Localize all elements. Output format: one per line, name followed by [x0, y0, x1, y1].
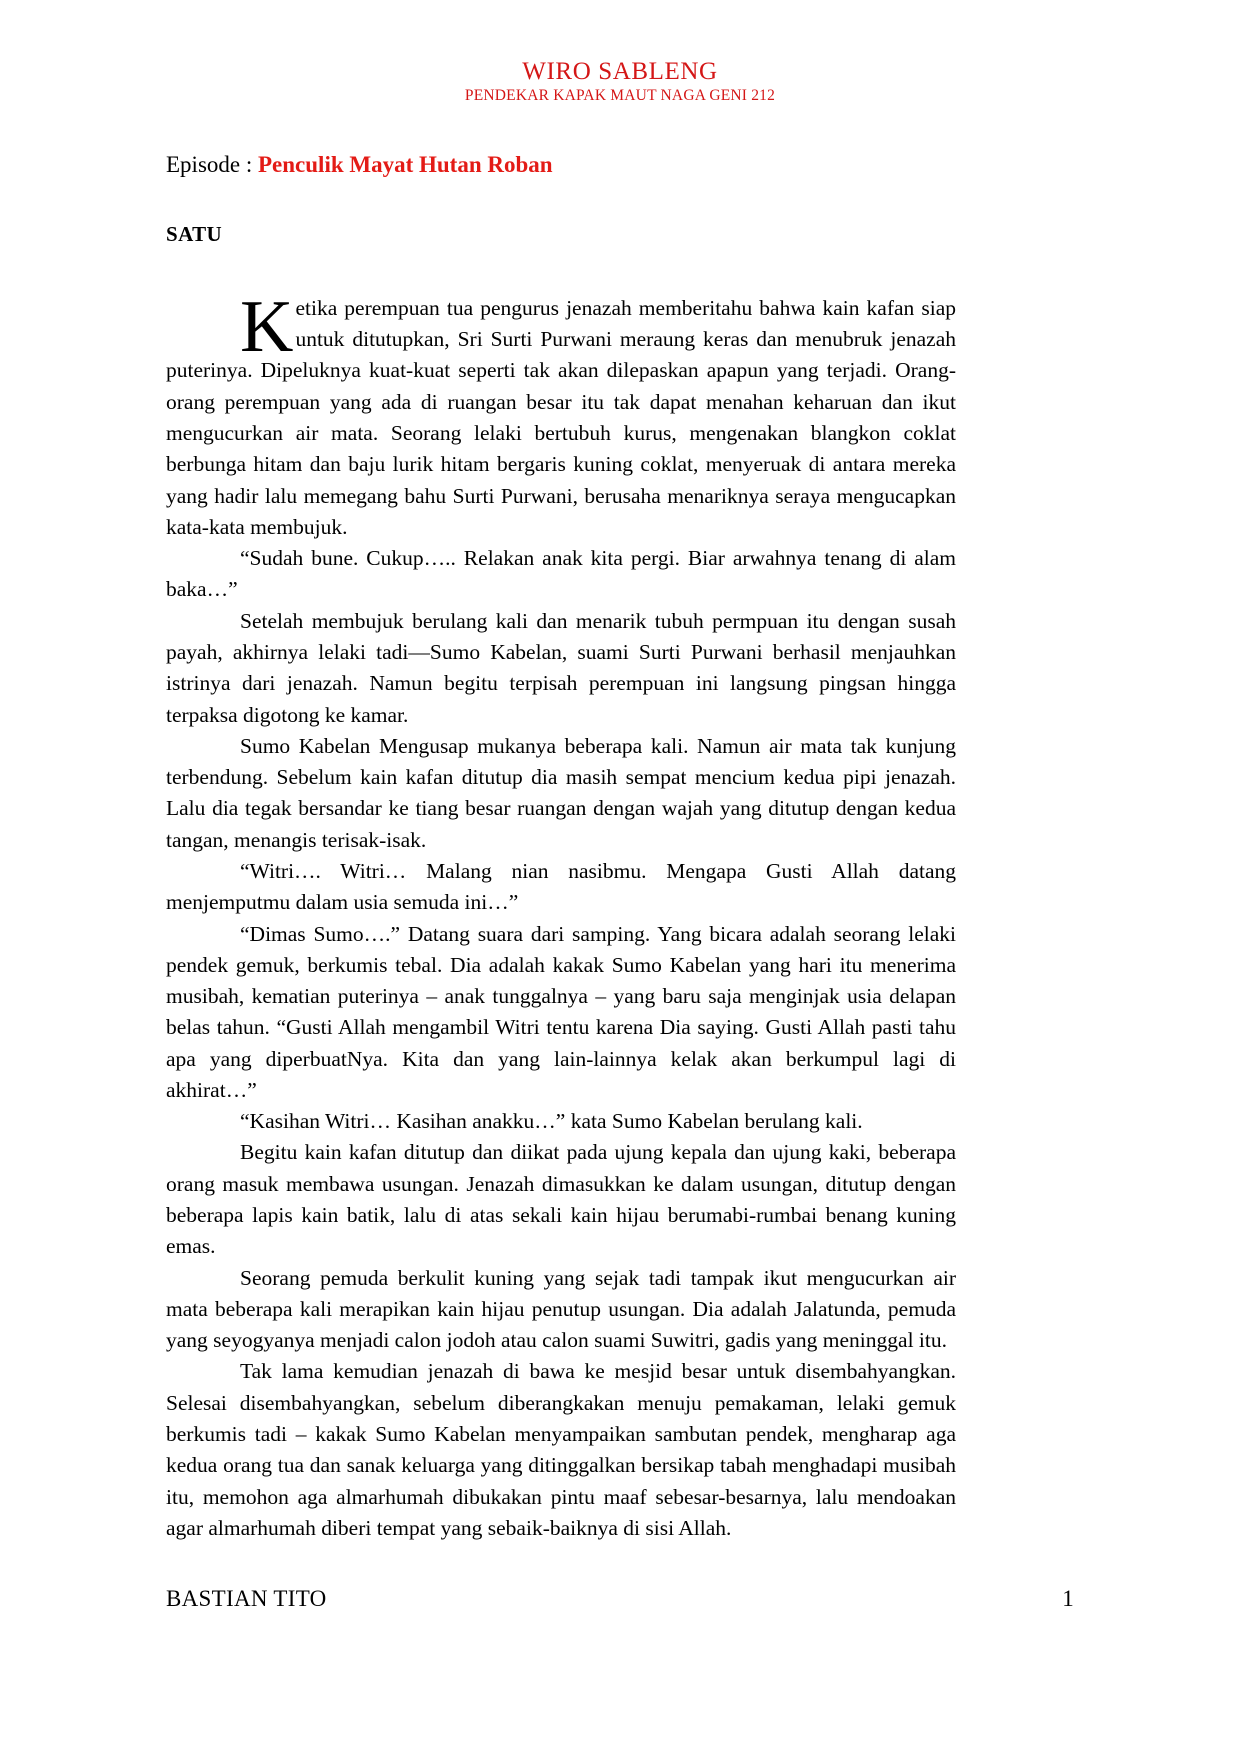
paragraph: [166, 856, 956, 919]
paragraph-text: “Sudah bune. Cukup….. Relakan anak kita pergi. Biar arwahnya tenang di alam baka…”: [166, 546, 956, 602]
episode-line: [166, 150, 956, 180]
page-footer: [166, 1586, 1074, 1612]
paragraph-text: “Dimas Sumo….” Datang suara dari samping. Yang bicara adalah seorang lelaki pendek gemuk, berkumis tebal. Dia adalah kakak Sumo Kabelan yang hari itu menerima musibah, kematian puterinya – anak tunggalnya – yang baru saja menginjak usia delapan belas tahun. “Gusti Allah mengambil Witri tentu karena Dia saying. Gusti Allah pasti tahu apa yang diperbuatNya. Kita dan yang lain-lainnya kelak akan berkumpul lagi di akhirat…”: [166, 921, 956, 1102]
footer-page-number: 1: [1062, 1586, 1074, 1611]
paragraph: [166, 606, 956, 731]
paragraph-text: “Kasihan Witri… Kasihan anakku…” kata Sumo Kabelan berulang kali.: [240, 1109, 863, 1134]
paragraph: [166, 1106, 956, 1137]
paragraph: [166, 285, 956, 543]
page-content: [166, 150, 956, 1544]
episode-label: Episode :: [166, 152, 258, 177]
series-title: WIRO SABLENG: [522, 58, 718, 85]
series-subtitle: PENDEKAR KAPAK MAUT NAGA GENI 212: [464, 87, 776, 104]
paragraph: [166, 1356, 956, 1544]
paragraph: [166, 543, 956, 606]
paragraph: [166, 1263, 956, 1357]
paragraph-text: Begitu kain kafan ditutup dan diikat pada ujung kepala dan ujung kaki, beberapa orang masuk membawa usungan. Jenazah dimasukkan ke dalam usungan, ditutup dengan beberapa lapis kain batik, lalu di atas sekali kain hijau berumabi-rumbai benang kuning emas.: [166, 1140, 956, 1259]
running-header: [0, 58, 1240, 104]
paragraph-text: Setelah membujuk berulang kali dan menarik tubuh permpuan itu dengan susah payah, akhirnya lelaki tadi—Sumo Kabelan, suami Surti Purwani berhasil menjauhkan istrinya dari jenazah. Namun begitu terpisah perempuan ini langsung pingsan hingga terpaksa digotong ke kamar.: [166, 608, 956, 727]
paragraph-text: Tak lama kemudian jenazah di bawa ke mesjid besar untuk disembahyangkan. Selesai disembahyangkan, sebelum diberangkakan menuju pemakaman, lelaki gemuk berkumis tadi – kakak Sumo Kabelan menyampaikan sambutan pendek, mengharap aga kedua orang tua dan sanak keluarga yang ditinggalkan bersikap tabah menghadapi musibah itu, memohon aga almarhumah dibukakan pintu maaf sebesar-besarnya, lalu mendoakan agar almarhumah diberi tempat yang sebaik-baiknya di sisi Allah.: [166, 1359, 956, 1540]
paragraph-text: Seorang pemuda berkulit kuning yang sejak tadi tampak ikut mengucurkan air mata beberapa kali merapikan kain hijau penutup usungan. Dia adalah Jalatunda, pemuda yang seyogyanya menjadi calon jodoh atau calon suami Suwitri, gadis yang meninggal itu.: [166, 1265, 956, 1353]
paragraph: [166, 919, 956, 1107]
paragraph: [166, 731, 956, 856]
episode-title: Penculik Mayat Hutan Roban: [258, 152, 553, 177]
paragraph: [166, 1137, 956, 1262]
paragraph-text: “Witri…. Witri… Malang nian nasibmu. Mengapa Gusti Allah datang menjemputmu dalam usia semuda ini…”: [166, 858, 956, 915]
paragraph-text: Sumo Kabelan Mengusap mukanya beberapa kali. Namun air mata tak kunjung terbendung. Sebelum kain kafan ditutup dia masih sempat mencium kedua pipi jenazah. Lalu dia tegak bersandar ke tiang besar ruangan dengan wajah yang ditutup dengan kedua tangan, menangis terisak-isak.: [166, 733, 956, 852]
drop-cap: K: [240, 285, 294, 368]
chapter-heading: SATU: [166, 221, 223, 246]
paragraph-text: etika perempuan tua pengurus jenazah memberitahu bahwa kain kafan siap untuk ditutupkan, Sri Surti Purwani meraung keras dan menubruk jenazah puterinya. Dipeluknya kuat-kuat seperti tak akan dilepaskan apapun yang terjadi. Orang-orang perempuan yang ada di ruangan besar itu tak dapat menahan keharuan dan ikut mengucurkan air mata. Seorang lelaki bertubuh kurus, mengenakan blangkon coklat berbunga hitam dan baju lurik hitam bergaris kuning coklat, menyeruak di antara mereka yang hadir lalu memegang bahu Surti Purwani, berusaha menariknya seraya mengucapkan kata-kata membujuk.: [166, 295, 956, 539]
footer-author: BASTIAN TITO: [166, 1586, 327, 1611]
body-text: [166, 285, 956, 1544]
